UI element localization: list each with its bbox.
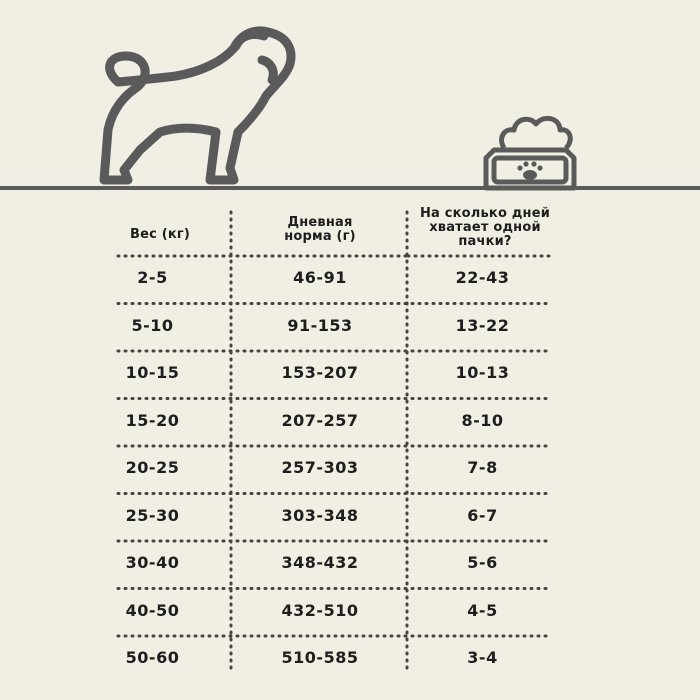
table-cell-weight: 15-20 [125,410,180,430]
table-cell-norm: 153-207 [281,363,359,382]
dog-icon [104,31,291,180]
table-cell-weight: 30-40 [125,553,180,572]
header-weight: Вес (кг) [129,227,191,242]
table-cell-weight: 2-5 [137,268,168,287]
table-cell-norm: 432-510 [281,600,359,620]
table-cell-days: 13-22 [455,315,510,335]
table-cell-days: 8-10 [461,410,504,430]
header-illustration [0,0,700,200]
table-cell-days: 3-4 [467,648,498,667]
table-cell-days: 7-8 [467,458,498,477]
table-cell-norm: 46-91 [293,268,347,287]
table-cell-days: 4-5 [467,600,498,620]
table-cell-norm: 348-432 [281,553,359,572]
header-daily-norm: Дневная норма (г) [284,215,356,244]
table-cell-days: 10-13 [455,363,510,382]
table-cell-norm: 510-585 [281,648,359,667]
table-cell-days: 22-43 [455,268,510,287]
table-cell-days: 6-7 [467,505,498,525]
table-cell-norm: 91-153 [287,315,353,335]
table-cell-norm: 257-303 [281,458,359,477]
table-cell-weight: 10-15 [125,363,180,382]
table-cell-norm: 207-257 [281,410,359,430]
table-cell-weight: 25-30 [125,505,180,525]
table-cell-weight: 50-60 [125,648,180,667]
table-cell-days: 5-6 [467,553,498,572]
table-cell-weight: 5-10 [131,315,174,335]
table-cell-weight: 40-50 [125,600,180,620]
paw-icon [517,161,542,180]
table-cell-norm: 303-348 [281,505,359,525]
feeding-table [0,192,700,700]
header-days-per-pack: На сколько дней хватает одной пачки? [419,206,551,249]
table-cell-weight: 20-25 [125,458,180,477]
